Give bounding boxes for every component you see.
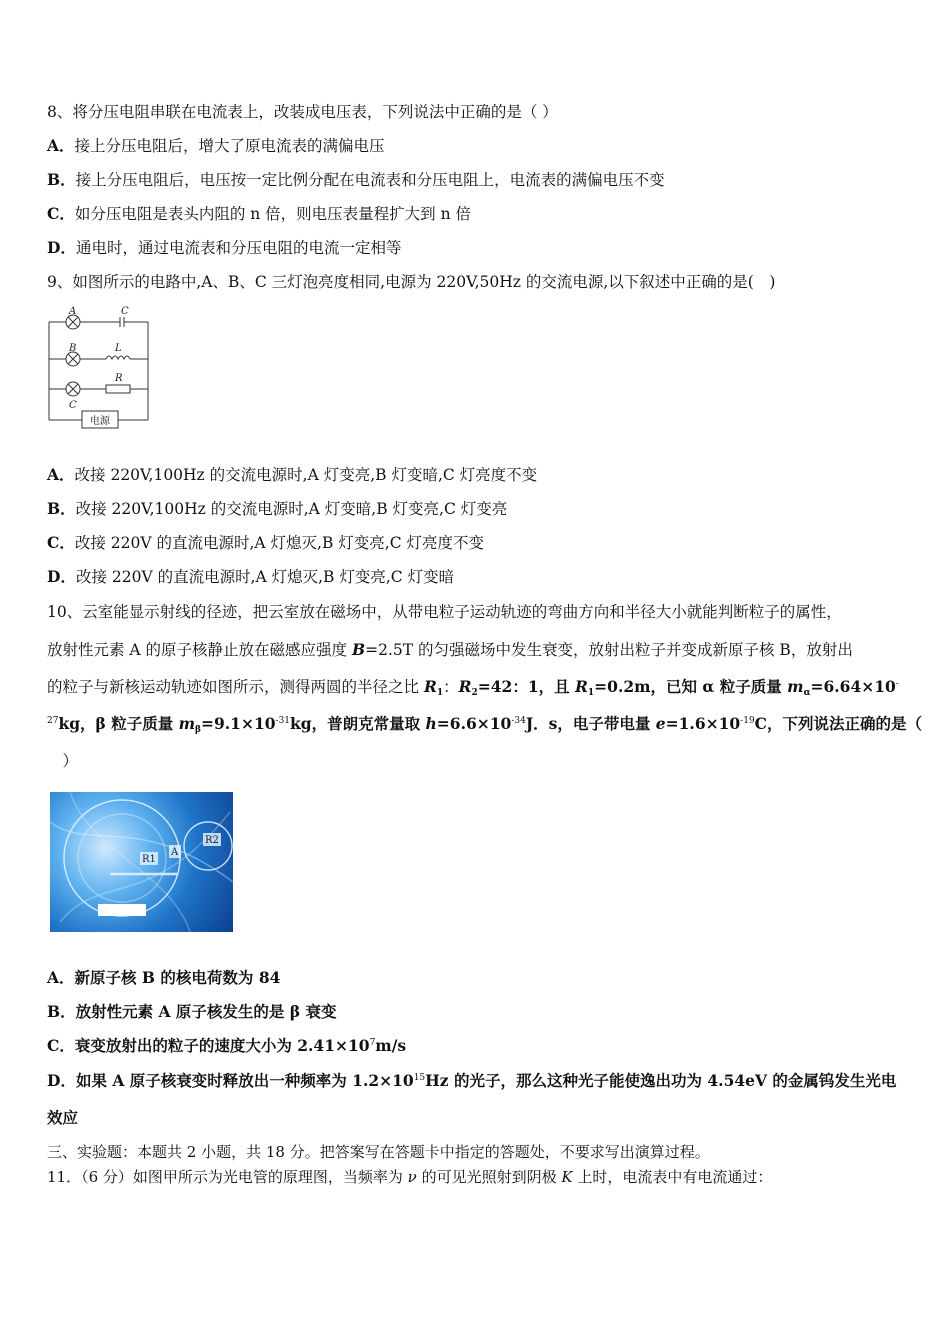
q10-stem-line3: 的粒子与新核运动轨迹如图所示，测得两圆的半径之比 $R_1$：$R_2=42$：1，且 $R_1=0.2m$，已知 α 粒子质量 $m_\alpha=6.64\times 10^-$ xyxy=(47,677,899,698)
q9-option-b: B．改接 220V,100Hz 的交流电源时,A 灯变暗,B 灯变亮,C 灯变亮 xyxy=(47,499,508,518)
cloud-chamber-image xyxy=(50,792,233,932)
cloud-chamber-tracks xyxy=(50,792,233,932)
lamp-b-label: B xyxy=(69,343,77,354)
q10-stem-line2: 放射性元素 A 的原子核静止放在磁感应强度 B=2.5T 的匀强磁场中发生衰变，放射出粒子并变成新原子核 B，放射出 xyxy=(47,640,853,659)
q10-option-d-cont: 效应 xyxy=(47,1108,79,1127)
q9-option-d: D．改接 220V 的直流电源时,A 灯熄灭,B 灯变亮,C 灯变暗 xyxy=(47,567,455,586)
power-source-label: 电源 xyxy=(90,416,110,427)
q8-option-b: B．接上分压电阻后，电压按一定比例分配在电流表和分压电阻上，电流表的满偏电压不变 xyxy=(47,170,665,189)
circuit-diagram xyxy=(44,302,159,432)
q10-stem-line4: $^{27}$kg，β 粒子质量 $m_\beta=9.1\times 10^{-31}kg$，普朗克常量取 $h=6.6\times 10^{-34}J$．s，电子带电量 $e=1.6\times 10^{-19}C$，下列说法正确的是（ xyxy=(47,714,923,735)
q10-option-a: A．新原子核 B 的核电荷数为 84 xyxy=(47,968,281,987)
q8-option-d: D．通电时，通过电流表和分压电阻的电流一定相等 xyxy=(47,238,402,257)
r1-label: R1 xyxy=(142,854,156,865)
q8-stem: 8、将分压电阻串联在电流表上，改装成电压表，下列说法中正确的是（ ） xyxy=(47,103,558,121)
section-3-heading: 三、实验题：本题共 2 小题，共 18 分。把答案写在答题卡中指定的答题处，不要求写出演算过程。 xyxy=(47,1143,710,1161)
q10-stem-line1: 10、云室能显示射线的径迹，把云室放在磁场中，从带电粒子运动轨迹的弯曲方向和半径大小就能判断粒子的属性， xyxy=(47,603,842,621)
q10-option-b: B．放射性元素 A 原子核发生的是 β 衰变 xyxy=(47,1002,337,1021)
q10-option-d: D．如果 A 原子核衰变时释放出一种频率为 $1.2\times 10^{15}Hz$ 的光子，那么这种光子能使逸出功为 4.54eV 的金属钨发生光电 xyxy=(47,1071,897,1090)
inductor-label: L xyxy=(115,343,122,354)
q11-stem: 11．（6 分）如图甲所示为光电管的原理图，当频率为 ν 的可见光照射到阴极 K 上时，电流表中有电流通过： xyxy=(47,1168,773,1186)
lamp-c-label: C xyxy=(69,400,77,411)
q9-option-c: C．改接 220V 的直流电源时,A 灯熄灭,B 灯变亮,C 灯亮度不变 xyxy=(47,533,484,552)
r2-label: R2 xyxy=(205,835,219,846)
q8-option-c: C．如分压电阻是表头内阻的 n 倍，则电压表量程扩大到 n 倍 xyxy=(47,204,472,223)
capacitor-label: C xyxy=(121,306,129,317)
lamp-a-label: A xyxy=(69,306,77,317)
q9-stem: 9、如图所示的电路中,A、B、C 三灯泡亮度相同,电源为 220V,50Hz 的交流电源,以下叙述中正确的是( ) xyxy=(47,273,776,291)
q10-option-c: C．衰变放射出的粒子的速度大小为 $2.41\times 10^7m/s$ xyxy=(47,1036,407,1055)
q10-stem-line5: ） xyxy=(47,752,79,770)
q8-option-a: A．接上分压电阻后，增大了原电流表的满偏电压 xyxy=(47,136,385,155)
point-a-label: A xyxy=(171,847,179,858)
q9-option-a: A．改接 220V,100Hz 的交流电源时,A 灯变亮,B 灯变暗,C 灯亮度不变 xyxy=(47,465,538,484)
resistor-label: R xyxy=(115,373,123,384)
